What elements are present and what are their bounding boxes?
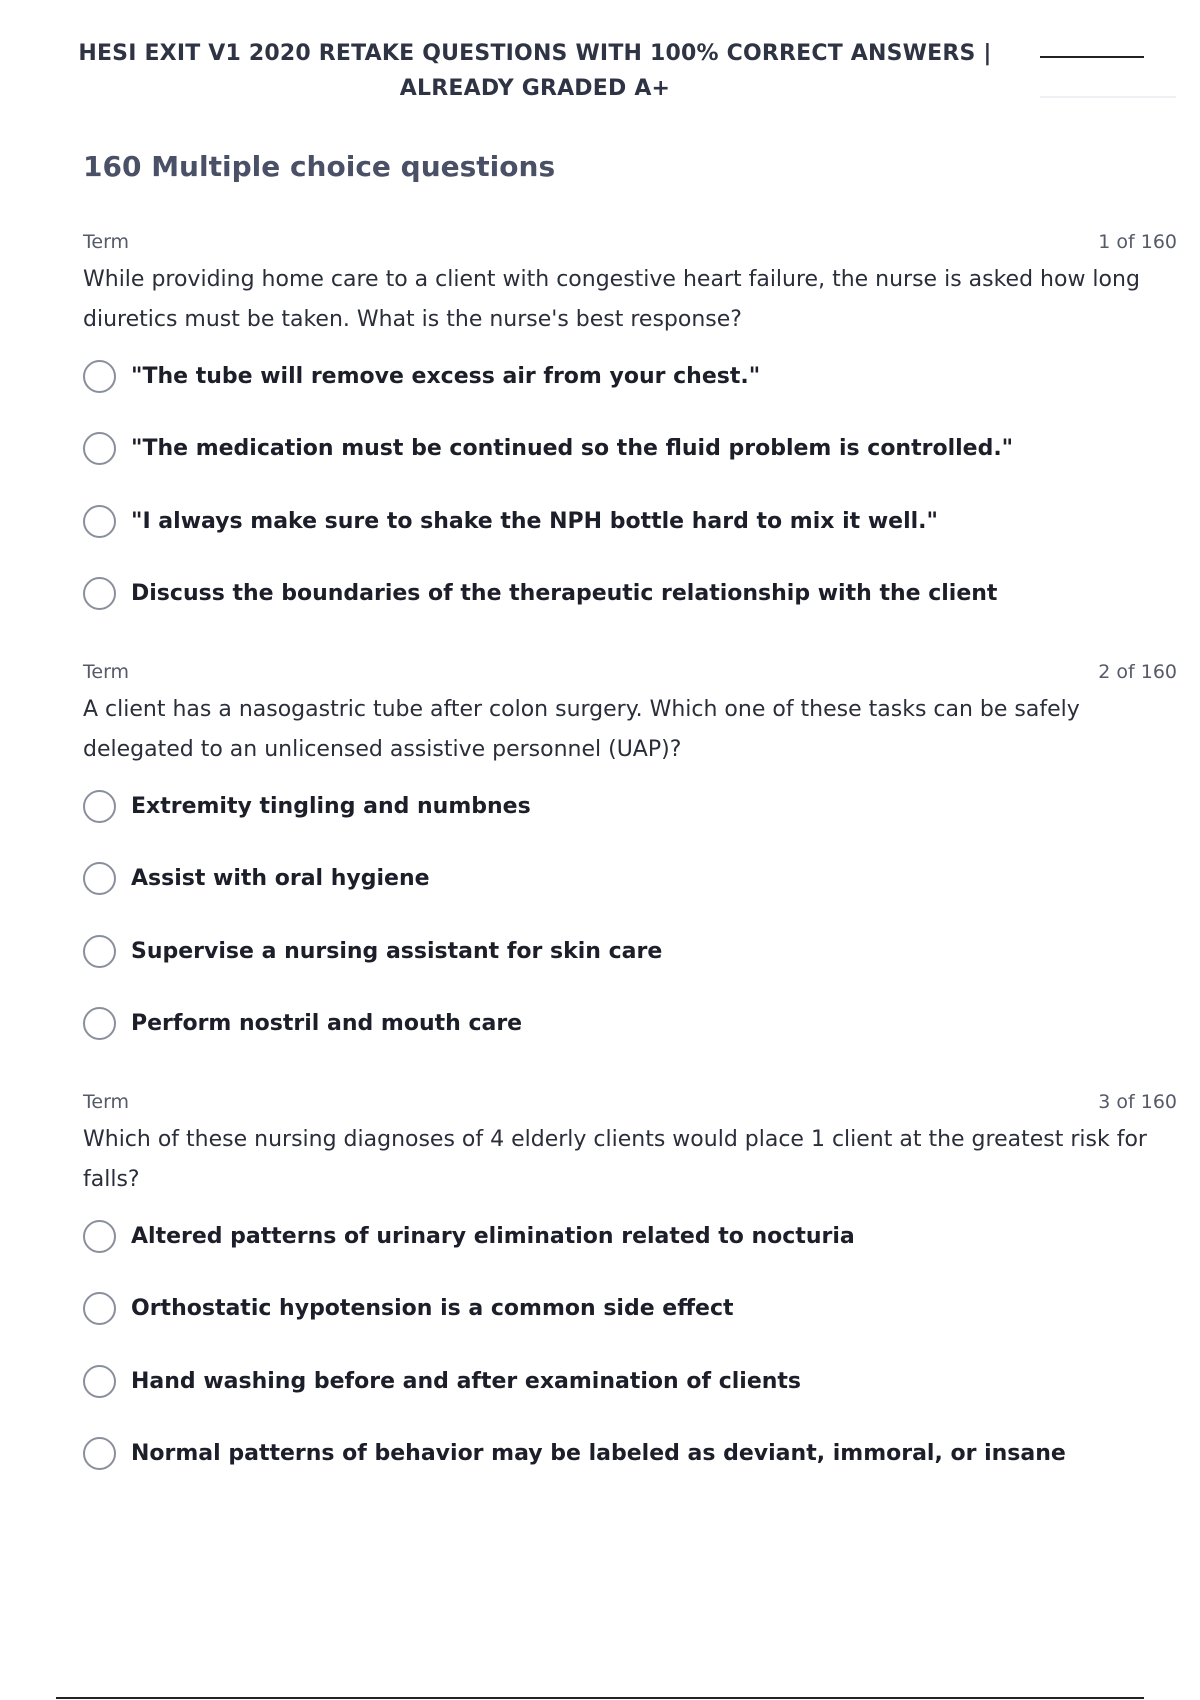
header-divider-faint xyxy=(1040,96,1176,98)
document-header xyxy=(60,36,1010,106)
answer-option-label: Assist with oral hygiene xyxy=(131,866,430,891)
answer-option[interactable] xyxy=(83,431,1177,467)
term-label: Term xyxy=(83,231,130,253)
question-text: A client has a nasogastric tube after colon surgery. Which one of these tasks can be safely delegated to an unlicensed assistive personnel (UAP)? xyxy=(83,697,1080,762)
term-counter: 3 of 160 xyxy=(1098,1091,1177,1113)
answer-option[interactable] xyxy=(83,788,1177,824)
radio-button[interactable] xyxy=(83,1292,116,1325)
question-text: While providing home care to a client with congestive heart failure, the nurse is asked how long diuretics must be taken. What is the nurse's best response? xyxy=(83,267,1140,332)
answer-option[interactable] xyxy=(83,933,1177,969)
answer-option[interactable] xyxy=(83,1218,1177,1254)
answer-option[interactable] xyxy=(83,1006,1177,1042)
term-counter: 2 of 160 xyxy=(1098,661,1177,683)
term-row xyxy=(83,654,1177,690)
answer-option-label: "The tube will remove excess air from your chest." xyxy=(131,363,761,389)
radio-button[interactable] xyxy=(83,360,116,393)
radio-button[interactable] xyxy=(83,862,116,895)
section-title: 160 Multiple choice questions xyxy=(83,150,556,183)
header-divider xyxy=(1040,56,1144,58)
radio-button[interactable] xyxy=(83,790,116,823)
answer-option-label: Altered patterns of urinary elimination related to nocturia xyxy=(131,1223,855,1249)
question-card xyxy=(83,1084,1177,1514)
document-title-line2: ALREADY GRADED A+ xyxy=(399,76,671,101)
answer-option[interactable] xyxy=(83,358,1177,394)
answer-option[interactable] xyxy=(83,1436,1177,1472)
term-counter: 1 of 160 xyxy=(1098,231,1177,253)
answer-option[interactable] xyxy=(83,861,1177,897)
radio-button[interactable] xyxy=(83,432,116,465)
answer-option-label: Perform nostril and mouth care xyxy=(131,1011,523,1036)
question-card xyxy=(83,654,1177,1084)
radio-button[interactable] xyxy=(83,1220,116,1253)
answer-option[interactable] xyxy=(83,576,1177,612)
question-text: Which of these nursing diagnoses of 4 elderly clients would place 1 client at the greatest risk for falls? xyxy=(83,1127,1147,1192)
answer-option[interactable] xyxy=(83,503,1177,539)
term-row xyxy=(83,224,1177,260)
radio-button[interactable] xyxy=(83,1007,116,1040)
question-card xyxy=(83,224,1177,654)
answer-options xyxy=(83,358,1177,612)
answer-option-label: Orthostatic hypotension is a common side effect xyxy=(131,1296,734,1321)
answer-option-label: Extremity tingling and numbnes xyxy=(131,793,531,819)
radio-button[interactable] xyxy=(83,935,116,968)
term-label: Term xyxy=(83,1091,130,1113)
term-row xyxy=(83,1084,1177,1120)
radio-button[interactable] xyxy=(83,505,116,538)
document-title-line1: HESI EXIT V1 2020 RETAKE QUESTIONS WITH 100% CORRECT ANSWERS | xyxy=(78,41,992,66)
radio-button[interactable] xyxy=(83,1365,116,1398)
answer-option-label: Hand washing before and after examination of clients xyxy=(131,1368,802,1394)
question-list xyxy=(83,224,1177,1514)
answer-option-label: Discuss the boundaries of the therapeutic relationship with the client xyxy=(131,581,998,606)
radio-button[interactable] xyxy=(83,1437,116,1470)
answer-option[interactable] xyxy=(83,1291,1177,1327)
answer-option-label: Supervise a nursing assistant for skin care xyxy=(131,938,663,964)
answer-option-label: Normal patterns of behavior may be labeled as deviant, immoral, or insane xyxy=(131,1441,1066,1466)
answer-option-label: "I always make sure to shake the NPH bottle hard to mix it well." xyxy=(131,508,938,534)
answer-options xyxy=(83,788,1177,1042)
answer-option-label: "The medication must be continued so the fluid problem is controlled." xyxy=(131,436,1014,461)
answer-option[interactable] xyxy=(83,1363,1177,1399)
footer-divider xyxy=(56,1697,1144,1699)
radio-button[interactable] xyxy=(83,577,116,610)
answer-options xyxy=(83,1218,1177,1472)
term-label: Term xyxy=(83,661,130,683)
